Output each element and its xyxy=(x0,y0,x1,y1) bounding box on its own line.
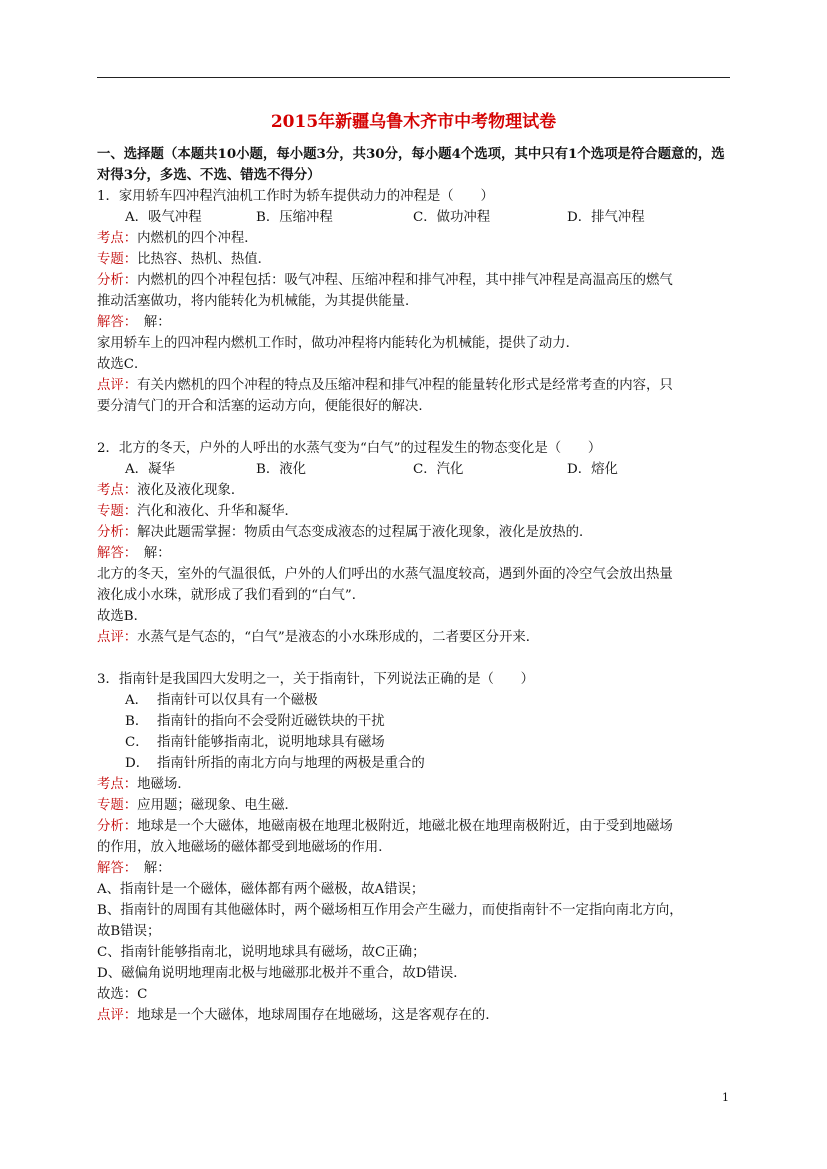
q1-answer-line: 家用轿车上的四冲程内燃机工作时，做功冲程将内能转化为机械能，提供了动力． xyxy=(97,336,580,351)
q1-option-c: C．做功冲程 xyxy=(413,210,491,225)
q2-option-d: D．熔化 xyxy=(567,462,618,477)
q3-analysis xyxy=(97,816,731,837)
q3-point xyxy=(97,774,731,795)
q1-analysis xyxy=(97,270,731,291)
q3-option-a xyxy=(97,690,731,711)
q1-analysis-text: 内燃机的四个冲程包括：吸气冲程、压缩冲程和排气冲程，其中排气冲程是高温高压的燃气 xyxy=(137,273,673,288)
q3-answer-b: B、指南针的周围有其他磁体时，两个磁场相互作用会产生磁力，而使指南针不一定指向南北方向， xyxy=(97,903,683,918)
q3-option-c-text: 指南针能够指南北，说明地球具有磁场 xyxy=(157,735,385,750)
q3-option-d-key: D． xyxy=(125,756,150,771)
q1-options xyxy=(97,207,731,228)
q3-review-text: 地球是一个大磁体，地球周围存在地磁场，这是客观存在的． xyxy=(137,1008,499,1023)
q2-option-c: C．汽化 xyxy=(413,462,464,477)
q3-answer-choice: 故选：C xyxy=(97,987,148,1002)
q3-answer-c: C、指南针能够指南北，说明地球具有磁场，故C正确； xyxy=(97,945,426,960)
q1-option-b: B．压缩冲程 xyxy=(256,210,333,225)
q3-option-d xyxy=(97,753,731,774)
q3-option-a-text: 指南针可以仅具有一个磁极 xyxy=(157,693,318,708)
label-topic: 专题： xyxy=(97,252,138,267)
q1-point xyxy=(97,228,731,249)
label-answer: 解答： xyxy=(97,546,131,561)
q2-option-a: A．凝华 xyxy=(125,462,175,477)
q1-answer-head-text: 解： xyxy=(130,315,171,330)
q1-stem: 1．家用轿车四冲程汽油机工作时为轿车提供动力的冲程是（ ） xyxy=(97,189,494,204)
q1-review-cont: 要分清气门的开合和活塞的运动方向，便能很好的解决． xyxy=(97,399,432,414)
q3-answer-head xyxy=(97,858,731,879)
label-review: 点评： xyxy=(97,1008,138,1023)
q1-answer-head xyxy=(97,312,731,333)
q3-stem: 3．指南针是我国四大发明之一，关于指南针，下列说法正确的是（ ） xyxy=(97,672,535,687)
q1-answer-choice: 故选C． xyxy=(97,357,148,372)
q3-analysis-cont: 的作用，放入地磁场的磁体都受到地磁场的作用． xyxy=(97,840,392,855)
q2-answer-head xyxy=(97,543,731,564)
label-point: 考点： xyxy=(97,231,138,246)
exam-content xyxy=(97,144,731,1026)
q1-option-d: D．排气冲程 xyxy=(567,210,645,225)
label-topic: 专题： xyxy=(97,798,138,813)
label-topic: 专题： xyxy=(97,504,138,519)
q3-review xyxy=(97,1005,731,1026)
label-analysis: 分析： xyxy=(97,525,138,540)
label-review: 点评： xyxy=(97,378,138,393)
label-point: 考点： xyxy=(97,777,138,792)
q3-answer-a: A、指南针是一个磁体，磁体都有两个磁极，故A错误； xyxy=(97,882,425,897)
q3-point-text: 地磁场． xyxy=(137,777,191,792)
q1-review-text: 有关内燃机的四个冲程的特点及压缩冲程和排气冲程的能量转化形式是经常考查的内容，只 xyxy=(137,378,673,393)
q3-option-c-key: C． xyxy=(125,735,149,750)
label-point: 考点： xyxy=(97,483,138,498)
label-review: 点评： xyxy=(97,630,138,645)
section-heading: 一、选择题（本题共10小题，每小题3分，共30分，每小题4个选项，其中只有1个选项是符合题意的，选对得3分，多选、不选、错选不得分） xyxy=(97,146,725,183)
exam-title: 2015年新疆乌鲁木齐市中考物理试卷 xyxy=(270,112,557,132)
q3-answer-b-cont: 故B错误； xyxy=(97,924,161,939)
spacer xyxy=(97,417,731,438)
label-analysis: 分析： xyxy=(97,819,138,834)
q2-answer-head-text: 解： xyxy=(130,546,171,561)
q2-analysis xyxy=(97,522,731,543)
q3-answer-head-text: 解： xyxy=(130,861,171,876)
q2-review xyxy=(97,627,731,648)
q3-topic-text: 应用题；磁现象、电生磁． xyxy=(137,798,298,813)
q3-answer-d: D、磁偏角说明地理南北极与地磁那北极并不重合，故D错误． xyxy=(97,966,467,981)
q1-topic xyxy=(97,249,731,270)
q2-analysis-text: 解决此题需掌握：物质由气态变成液态的过程属于液化现象，液化是放热的． xyxy=(137,525,593,540)
label-analysis: 分析： xyxy=(97,273,138,288)
q2-point xyxy=(97,480,731,501)
q1-topic-text: 比热容、热机、热值． xyxy=(137,252,272,267)
q3-option-b xyxy=(97,711,731,732)
q2-point-text: 液化及液化现象． xyxy=(137,483,245,498)
q3-option-a-key: A． xyxy=(125,693,149,708)
q2-option-b: B．液化 xyxy=(256,462,307,477)
q2-answer-choice: 故选B． xyxy=(97,609,148,624)
q2-answer-line: 北方的冬天，室外的气温很低，户外的人们呼出的水蒸气温度较高，遇到外面的冷空气会放出热量 xyxy=(97,567,673,582)
q3-option-b-text: 指南针的指向不会受附近磁铁块的干扰 xyxy=(157,714,385,729)
page-number: 1 xyxy=(722,1091,729,1104)
q3-topic xyxy=(97,795,731,816)
q1-review xyxy=(97,375,731,396)
q1-point-text: 内燃机的四个冲程． xyxy=(137,231,258,246)
q1-option-a: A．吸气冲程 xyxy=(125,210,202,225)
q2-review-text: 水蒸气是气态的，“白气”是液态的小水珠形成的，二者要区分开来． xyxy=(137,630,540,645)
q2-topic xyxy=(97,501,731,522)
q2-stem: 2．北方的冬天，户外的人呼出的水蒸气变为“白气”的过程发生的物态变化是（ ） xyxy=(97,441,602,456)
label-answer: 解答： xyxy=(97,315,131,330)
label-answer: 解答： xyxy=(97,861,131,876)
header-rule xyxy=(97,77,730,78)
spacer xyxy=(97,648,731,669)
q2-topic-text: 汽化和液化、升华和凝华． xyxy=(137,504,298,519)
q3-analysis-text: 地球是一个大磁体，地磁南极在地理北极附近，地磁北极在地理南极附近，由于受到地磁场 xyxy=(137,819,673,834)
q3-option-b-key: B． xyxy=(125,714,149,729)
q1-analysis-cont: 推动活塞做功，将内能转化为机械能，为其提供能量． xyxy=(97,294,419,309)
q2-answer-line-2: 液化成小水珠，就形成了我们看到的“白气”． xyxy=(97,588,366,603)
q3-option-d-text: 指南针所指的南北方向与地理的两极是重合的 xyxy=(157,756,425,771)
q3-option-c xyxy=(97,732,731,753)
q2-options xyxy=(97,459,731,480)
